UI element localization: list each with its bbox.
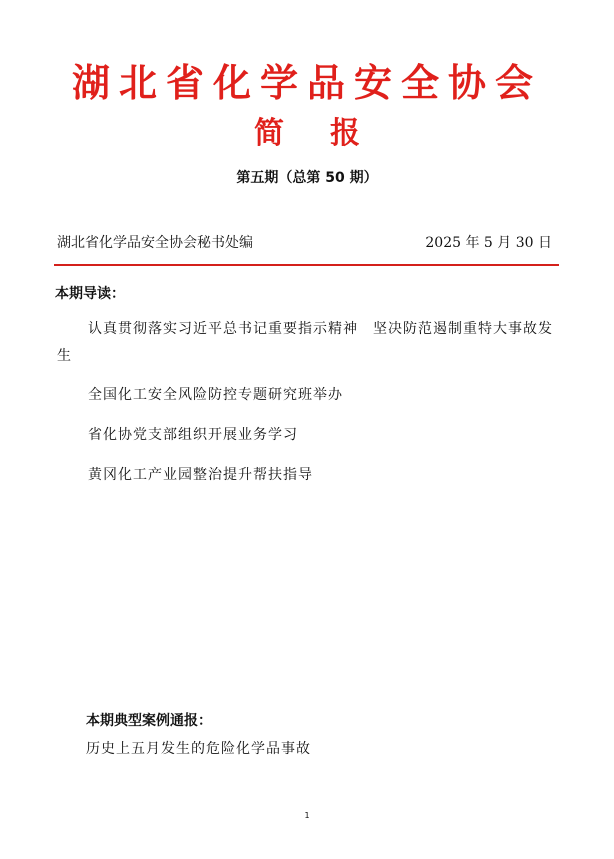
guide-item: 全国化工安全风险防控专题研究班举办 xyxy=(88,387,343,403)
guide-item: 省化协党支部组织开展业务学习 xyxy=(88,427,298,443)
organization-title: 湖北省化学品安全协会 xyxy=(71,60,542,105)
publish-date: 2025 年 5 月 30 日 xyxy=(425,235,552,251)
editor-line: 湖北省化学品安全协会秘书处编 xyxy=(57,235,253,251)
issue-number: 第五期（总第 50 期） xyxy=(236,170,378,186)
guide-item: 黄冈化工产业园整治提升帮扶指导 xyxy=(88,467,313,483)
page-number: 1 xyxy=(304,811,310,820)
case-heading: 本期典型案例通报： xyxy=(86,713,212,729)
guide-heading: 本期导读： xyxy=(55,286,125,302)
header-divider xyxy=(54,264,559,266)
bulletin-title: 简报 xyxy=(254,116,406,151)
guide-item: 认真贯彻落实习近平总书记重要指示精神 坚决防范遏制重特大事故发生 xyxy=(57,321,553,364)
case-item: 历史上五月发生的危险化学品事故 xyxy=(86,741,311,757)
